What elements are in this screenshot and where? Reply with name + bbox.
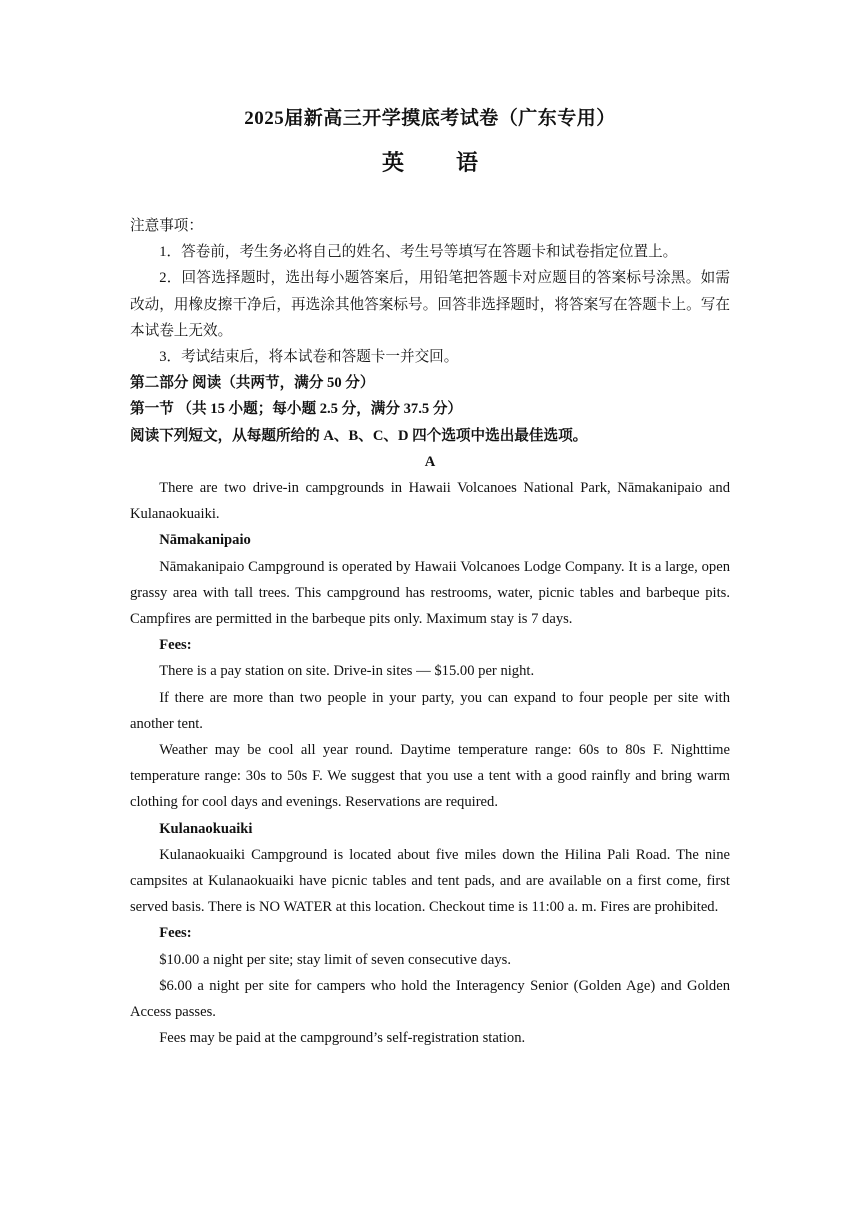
camp1-description: Nāmakanipaio Campground is operated by Hawaii Volcanoes Lodge Company. It is a large, open grassy area with tall trees. This campground has restrooms, water, picnic tables and barbeque pits. Campfires are permitted in the barbeque pits only. Maximum stay is 7 days. <box>130 558 730 628</box>
subject-title <box>0 146 860 177</box>
passage-label: A <box>424 453 436 470</box>
camp1-fees-label: Fees: <box>159 637 192 654</box>
subject-char-1: 英 <box>381 150 404 175</box>
notice-item-2: 2．回答选择题时，选出每小题答案后，用铅笔把答题卡对应题目的答案标号涂黑。如需改动，用橡皮擦干净后，再选涂其他答案标号。回答非选择题时，将答案写在答题卡上。写在本试卷上无效。 <box>130 270 730 339</box>
subject-char-2: 语 <box>456 150 479 175</box>
camp1-name: Nāmakanipaio <box>159 532 251 549</box>
camp2-fees-label: Fees: <box>159 925 192 942</box>
notice-item-1: 1．答卷前，考生务必将自己的姓名、考生号等填写在答题卡和试卷指定位置上。 <box>159 244 678 261</box>
subsection-title: 第一节 （共 15 小题；每小题 2.5 分，满分 37.5 分） <box>130 401 463 418</box>
camp1-fee-2: If there are more than two people in your party, you can expand to four people per site with another tent. <box>130 689 730 732</box>
camp2-fee-3: Fees may be paid at the campground’s self-registration station. <box>159 1030 526 1047</box>
exam-title: 2025届新高三开学摸底考试卷（广东专用） <box>244 108 616 129</box>
camp2-fee-1: $10.00 a night per site; stay limit of seven consecutive days. <box>159 951 511 968</box>
camp2-description: Kulanaokuaiki Campground is located about five miles down the Hilina Pali Road. The nine campsites at Kulanaokuaiki have picnic tables and tent pads, and are available on a first come, first served basis. There is NO WATER at this location. Checkout time is 11:00 a. m. Fires are prohibited. <box>130 846 730 916</box>
reading-instruction: 阅读下列短文，从每题所给的 A、B、C、D 四个选项中选出最佳选项。 <box>130 427 588 444</box>
camp1-fee-1: There is a pay station on site. Drive-in sites — $15.00 per night. <box>159 663 535 680</box>
notice-item-3: 3．考试结束后，将本试卷和答题卡一并交回。 <box>159 349 459 366</box>
camp1-fee-3: Weather may be cool all year round. Daytime temperature range: 60s to 80s F. Nighttime temperature range: 30s to 50s F. We suggest that you use a tent with a good rainfly and bring warm clothing for cool days and evenings. Reservations are required. <box>130 742 730 811</box>
notice-heading: 注意事项： <box>130 218 203 234</box>
passage-intro: There are two drive-in campgrounds in Hawaii Volcanoes National Park, Nāmakanipaio and Kulanaokuaiki. <box>130 480 730 523</box>
exam-content <box>130 213 730 1052</box>
part-title: 第二部分 阅读（共两节，满分 50 分） <box>130 375 375 392</box>
camp2-fee-2: $6.00 a night per site for campers who hold the Interagency Senior (Golden Age) and Golden Access passes. <box>130 977 730 1021</box>
camp2-name: Kulanaokuaiki <box>159 820 253 837</box>
